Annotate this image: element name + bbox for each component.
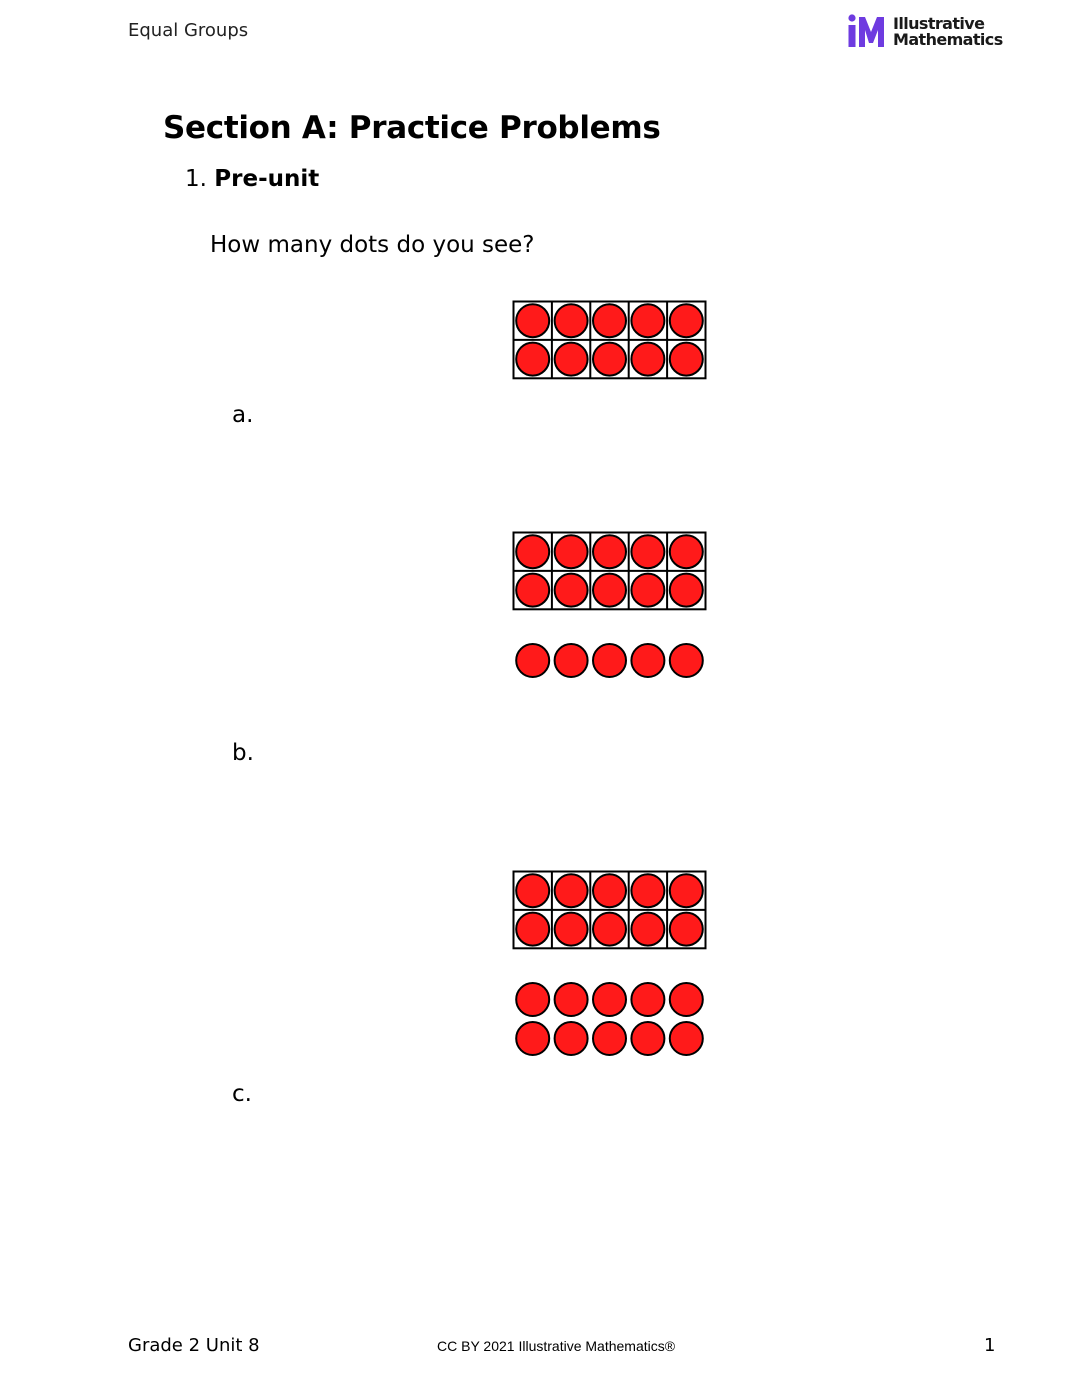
loose-dot (631, 983, 664, 1016)
ten-frame-dot (593, 913, 626, 946)
header-title: Equal Groups (128, 20, 249, 41)
ten-frame-dot (555, 343, 588, 376)
ten-frame-dot (670, 874, 703, 907)
ten-frame-dot (631, 343, 664, 376)
ten-frame-dot (516, 874, 549, 907)
loose-dot (555, 1022, 588, 1055)
ten-frame-dot (516, 535, 549, 568)
ten-frame-dot (631, 304, 664, 337)
problem-heading (185, 166, 319, 192)
ten-frame-dot (670, 343, 703, 376)
loose-dot (516, 644, 549, 677)
ten-frame-dot (516, 304, 549, 337)
figure-part-c (512, 870, 708, 1058)
im-logo-text (893, 16, 1003, 48)
problem-question: How many dots do you see? (210, 232, 535, 258)
part-label-a: a. (232, 402, 254, 428)
loose-dot (555, 644, 588, 677)
logo-line-2: Mathematics (893, 30, 1003, 49)
loose-dot (670, 983, 703, 1016)
loose-dot (670, 644, 703, 677)
footer-grade-unit: Grade 2 Unit 8 (128, 1335, 260, 1356)
problem-number: 1. (185, 166, 207, 192)
figure-part-b (512, 531, 708, 681)
logo-line-1: Illustrative (893, 14, 985, 33)
loose-dot (631, 644, 664, 677)
ten-frame-dot (555, 874, 588, 907)
ten-frame-dot (555, 535, 588, 568)
part-label-b: b. (232, 740, 254, 766)
ten-frame-dot (593, 343, 626, 376)
loose-dot (631, 1022, 664, 1055)
loose-dot (670, 1022, 703, 1055)
ten-frame-dot (631, 913, 664, 946)
im-logo-icon (847, 14, 887, 50)
loose-dot (516, 1022, 549, 1055)
figure-part-a (512, 300, 708, 380)
ten-frame-dot (555, 304, 588, 337)
ten-frame-dot (593, 874, 626, 907)
section-title: Section A: Practice Problems (163, 110, 661, 146)
ten-frame-dot (631, 574, 664, 607)
ten-frame-dot (555, 913, 588, 946)
loose-dot (516, 983, 549, 1016)
ten-frame-dot (670, 913, 703, 946)
ten-frame-dot (593, 574, 626, 607)
ten-frame-dot (516, 343, 549, 376)
part-label-c: c. (232, 1081, 252, 1107)
loose-dot (593, 1022, 626, 1055)
problem-label: Pre-unit (214, 166, 320, 192)
ten-frame-dot (516, 913, 549, 946)
loose-dot (555, 983, 588, 1016)
ten-frame-dot (593, 304, 626, 337)
ten-frame-dot (593, 535, 626, 568)
ten-frame-dot (670, 574, 703, 607)
footer-page-number: 1 (984, 1335, 996, 1356)
ten-frame-dot (555, 574, 588, 607)
footer-license: CC BY 2021 Illustrative Mathematics® (437, 1338, 676, 1354)
loose-dot (593, 983, 626, 1016)
im-logo (847, 14, 1003, 50)
ten-frame-dot (670, 304, 703, 337)
ten-frame-dot (631, 874, 664, 907)
ten-frame-dot (631, 535, 664, 568)
ten-frame-dot (516, 574, 549, 607)
ten-frame-dot (670, 535, 703, 568)
loose-dot (593, 644, 626, 677)
